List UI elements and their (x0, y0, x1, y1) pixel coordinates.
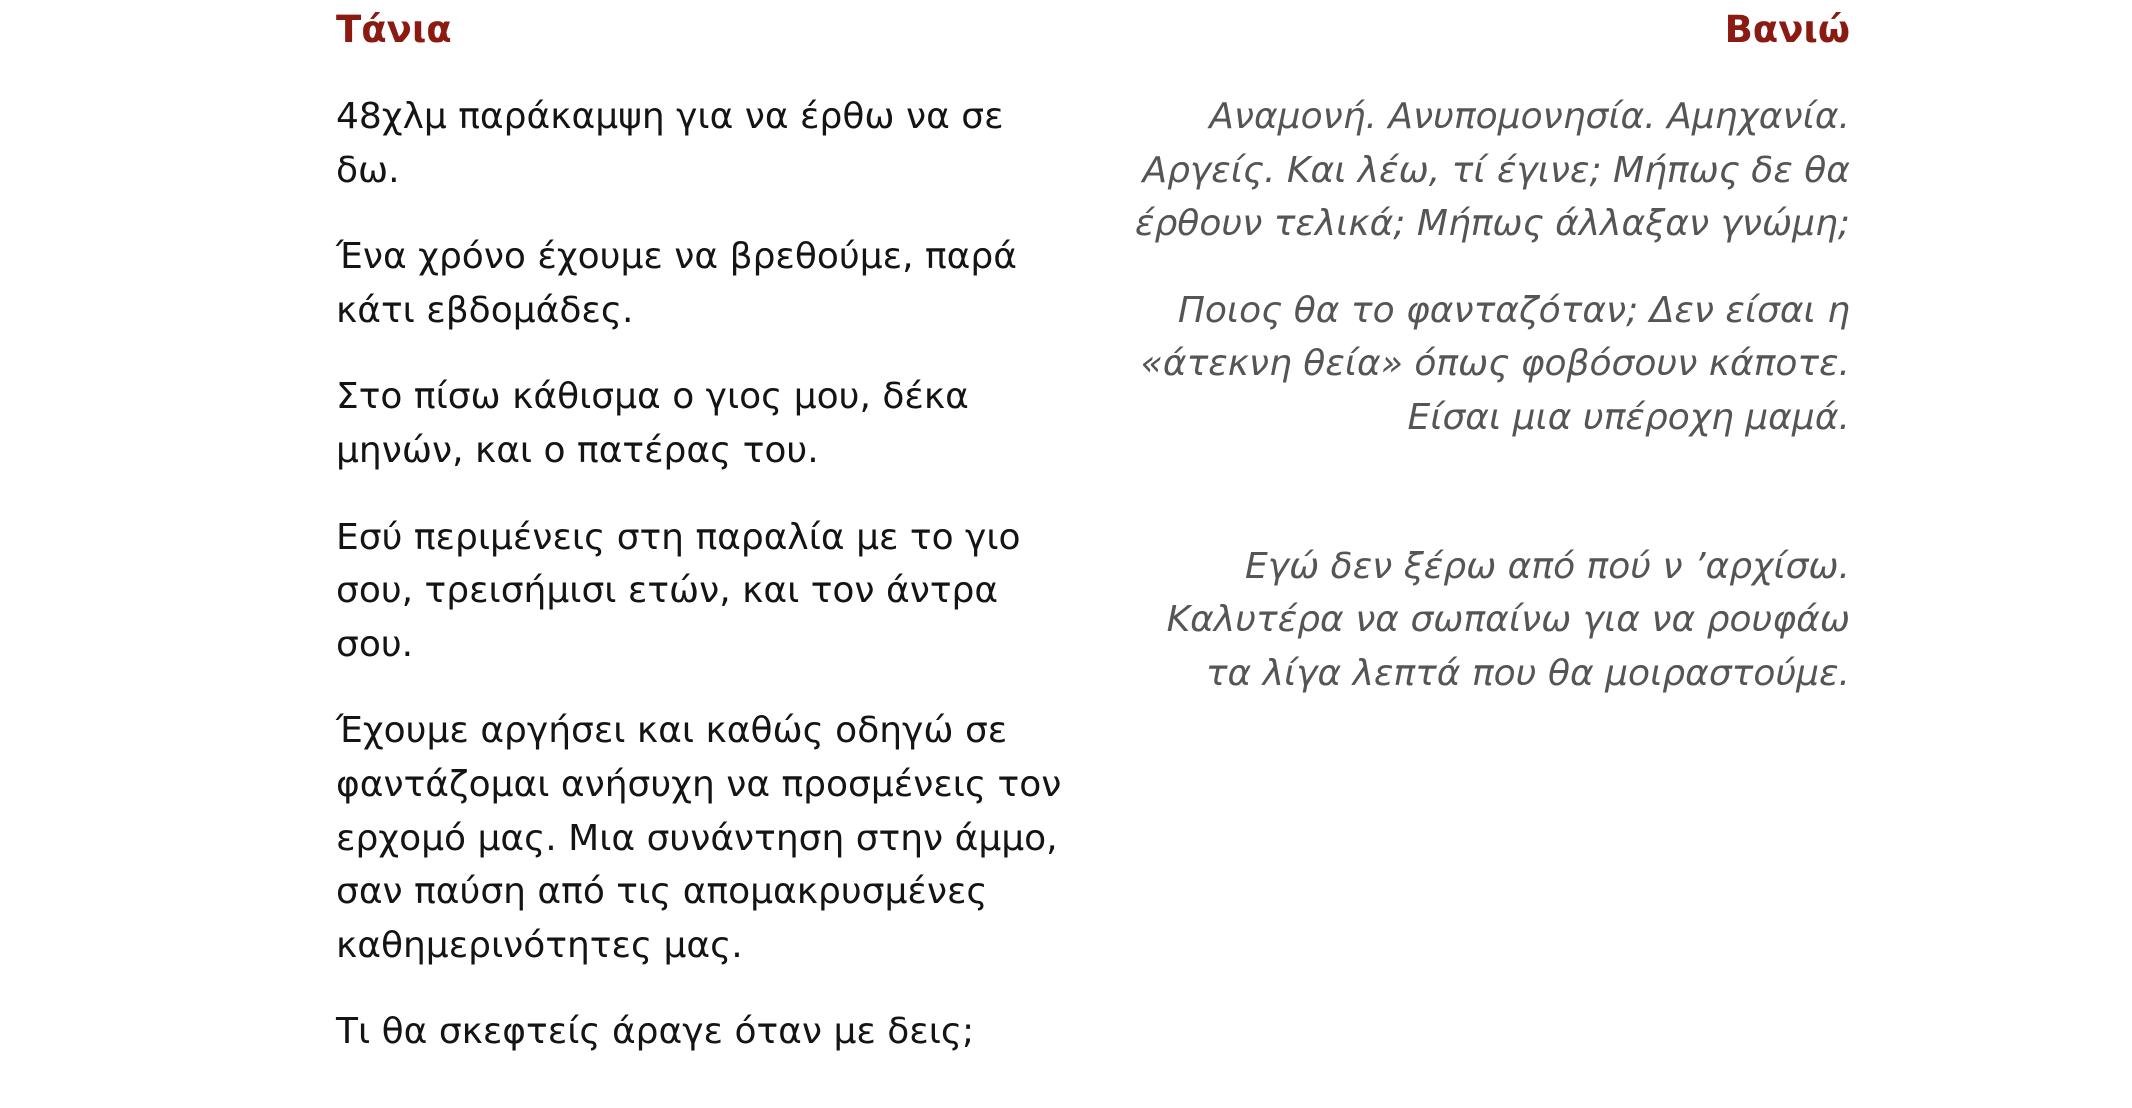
right-paragraph: Ποιος θα το φανταζόταν; Δεν είσαι η «άτεκνη θεία» όπως φοβόσουν κάποτε. Είσαι μια υπέροχη μαμά. (1140, 289, 1850, 438)
left-paragraph: Τι θα σκεφτείς άραγε όταν με δεις; (336, 1011, 975, 1053)
speaker-name-right: Βανιώ (1724, 8, 1850, 51)
right-column-body (1110, 90, 1850, 700)
right-column (1110, 0, 1850, 733)
left-paragraph: Ένα χρόνο έχουμε να βρεθούμε, παρά κάτι εβδομάδες. (336, 236, 1017, 331)
right-paragraph: Αναμονή. Ανυπομονησία. Αμηχανία. Αργείς. Και λέω, τί έγινε; Μήπως δε θα έρθουν τελικά; Μήπως άλλαξαν γνώμη; (1135, 96, 1850, 245)
speaker-name-left: Τάνια (336, 8, 452, 51)
left-column-body (336, 90, 1076, 1059)
right-paragraph: Εγώ δεν ξέρω από πού ν ’αρχίσω. Καλυτέρα να σωπαίνω για να ρουφάω τα λίγα λεπτά που θα μοιραστούμε. (1166, 545, 1850, 694)
left-paragraph: Έχουμε αργήσει και καθώς οδηγώ σε φαντάζομαι ανήσυχη να προσμένεις τον ερχομό μας. Μια συνάντηση στην άμμο, σαν παύση από τις απομακρυσμένες καθημερινότητες μας. (336, 710, 1062, 966)
left-paragraph: Στο πίσω κάθισμα ο γιος μου, δέκα μηνών, και ο πατέρας του. (336, 376, 969, 471)
left-column (336, 0, 1076, 1092)
left-paragraph: Εσύ περιμένεις στη παραλία με το γιο σου, τρεισήμισι ετών, και τον άντρα σου. (336, 516, 1021, 665)
left-paragraph: 48χλμ παράκαμψη για να έρθω να σε δω. (336, 96, 1004, 191)
dialogue-page (336, 0, 1850, 1108)
